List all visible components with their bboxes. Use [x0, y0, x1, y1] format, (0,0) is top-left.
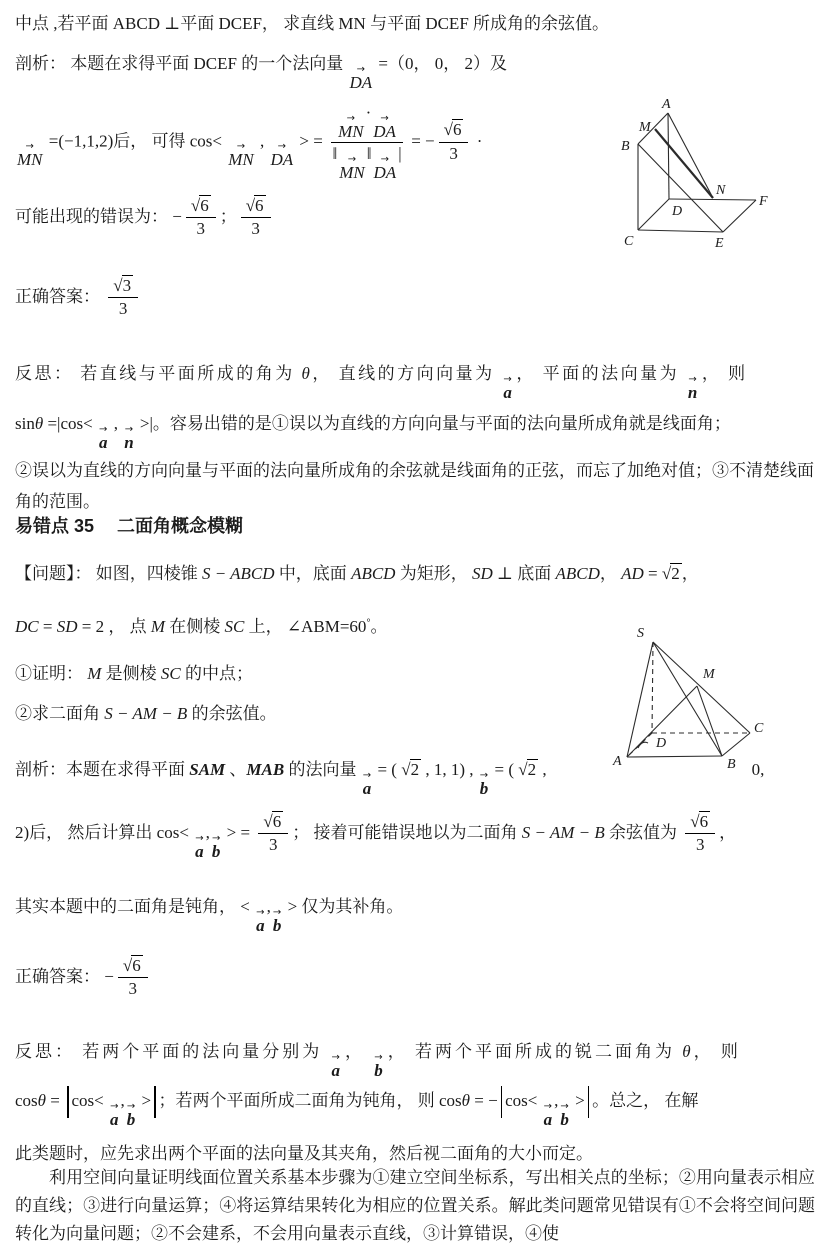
math-italic: S − ABCD — [202, 564, 275, 583]
vector-base: b — [211, 841, 221, 861]
figure-solid-abcd-dcef — [612, 92, 780, 260]
fraction-denominator — [129, 978, 138, 999]
figure-pyramid-s-abcd — [608, 622, 803, 772]
fraction — [258, 812, 288, 856]
text-run: 中，底面 — [274, 564, 352, 583]
vector-b — [560, 1100, 569, 1129]
vector-a — [363, 772, 372, 798]
fraction-denominator — [251, 218, 260, 239]
radical-sign: √ — [661, 564, 671, 583]
text-run: 0, — [751, 760, 765, 779]
radical-sign: √ — [690, 812, 699, 831]
radical-sign: √ — [518, 760, 527, 779]
vector-arrow-icon: → — [346, 113, 356, 124]
bold-italic-text: SAM — [189, 760, 226, 779]
text-run: > = — [295, 131, 328, 151]
math-italic: M — [150, 617, 166, 636]
text-run: 的法向量 — [284, 760, 361, 779]
vector-arrow-icon: → — [347, 153, 357, 165]
radicand: 2 — [671, 564, 680, 583]
fraction — [186, 196, 216, 240]
vertex-label-c: C — [624, 234, 634, 249]
radical-sign: √ — [263, 812, 272, 831]
vector-a — [332, 1054, 344, 1080]
text-run: ， 则 — [701, 364, 748, 383]
vector-base: a — [110, 1109, 119, 1129]
math-italic: AD — [621, 564, 644, 583]
text-run: | — [398, 143, 402, 163]
fraction-denominator — [269, 834, 278, 855]
paragraph-part2 — [15, 700, 575, 727]
text-run: 余弦值为 — [604, 822, 682, 842]
text-run: ， 若两个平面所成的锐二面角为 — [387, 1042, 683, 1061]
text-run: cos — [15, 1090, 38, 1110]
text-run: > — [137, 1090, 152, 1110]
vector-a — [110, 1100, 119, 1129]
math-italic: ABCD — [351, 564, 396, 583]
text-run: 剖析： 本题在求得平面 DCEF 的一个法向量 — [15, 54, 348, 73]
text-run: ； — [219, 206, 237, 226]
radicand: 6 — [200, 196, 209, 215]
text-run: ； 接着可能错误地以为二面角 — [292, 822, 522, 842]
vertex-label-e: E — [715, 236, 724, 251]
text-run: , — [109, 414, 123, 433]
radical-sign: √ — [401, 760, 410, 779]
text-run: 【问题】： 如图，四棱锥 — [15, 564, 202, 583]
square-root — [263, 811, 283, 831]
vector-mn — [228, 143, 254, 169]
radicand: 3 — [122, 276, 132, 295]
vertex-label-s: S — [637, 626, 644, 641]
square-root — [518, 759, 538, 779]
math-italic: ABCD — [555, 564, 600, 583]
heading-error-point-35 — [15, 512, 815, 541]
paragraph-reflection1-c — [15, 456, 815, 517]
text-run: > = — [222, 822, 255, 842]
vector-arrow-icon: → — [380, 153, 390, 165]
math-italic: M — [87, 664, 102, 683]
radicand: 6 — [452, 120, 462, 140]
text-run: >|。容易出错的是①误以为直线的方向向量与平面的法向量所成角就是线面角； — [135, 414, 731, 433]
vertex-label-c: C — [754, 721, 764, 736]
fraction-denominator — [332, 143, 401, 182]
vector-arrow-icon: → — [236, 141, 246, 153]
text-run: 3 — [695, 835, 705, 855]
vector-b — [480, 772, 489, 798]
vector-arrow-icon: → — [560, 1100, 569, 1112]
vector-base: b — [126, 1109, 136, 1129]
vector-base: MN — [17, 150, 43, 170]
vector-da — [373, 115, 396, 141]
vector-base: a — [256, 916, 265, 935]
vector-n — [124, 426, 133, 452]
vector-arrow-icon: → — [124, 424, 134, 435]
vertex-label-f: F — [759, 194, 768, 209]
paragraph-question-b — [15, 613, 575, 640]
vertex-label-n: N — [716, 183, 726, 198]
vector-base: n — [687, 383, 700, 402]
text-run: = — [46, 1090, 65, 1110]
square-root — [191, 195, 211, 215]
square-root — [444, 119, 464, 139]
text-run: · — [365, 103, 372, 122]
vertex-label-a: A — [662, 97, 671, 112]
vector-b — [374, 1054, 386, 1080]
text-run: , — [554, 1090, 559, 1110]
vector-arrow-icon: → — [374, 1052, 386, 1063]
abs-bar — [154, 1086, 155, 1118]
math-italic: SD — [56, 617, 78, 636]
text-run: 2)后， 然后计算出 cos< — [15, 822, 194, 842]
fraction — [108, 276, 138, 320]
vertex-label-m: M — [703, 667, 715, 682]
text-run: ⊥ 底面 — [492, 564, 556, 583]
radical-sign: √ — [190, 196, 200, 215]
text-run: = ( — [490, 760, 519, 779]
text-run: 正确答案： − — [15, 966, 114, 986]
vector-b — [211, 832, 221, 861]
vertex-label-b: B — [621, 139, 630, 154]
vector-base: a — [98, 433, 108, 452]
vector-arrow-icon: → — [211, 832, 221, 844]
math-italic: θ — [461, 1090, 471, 1110]
text-run: 其实本题中的二面角是钝角， < — [15, 897, 255, 916]
fraction — [241, 196, 271, 240]
text-run: 为矩形， — [395, 564, 472, 583]
paragraph-correct-answer-2 — [15, 956, 435, 1000]
vector-base: MN — [228, 150, 254, 170]
vector-base: DA — [373, 122, 396, 141]
paragraph-analysis-1 — [15, 50, 815, 92]
figure1-labels — [621, 97, 768, 251]
paragraph-reflection1-a — [15, 360, 815, 402]
text-run: = − — [406, 131, 435, 151]
text-run: 是侧棱 — [101, 664, 161, 683]
vector-mn — [17, 143, 43, 169]
text-run: , 1, 1) , — [421, 760, 478, 779]
paragraph-correct-answer-1 — [15, 276, 435, 320]
text-run: 3 — [269, 835, 278, 855]
math-italic: θ — [34, 414, 44, 433]
fraction-numerator — [186, 196, 216, 218]
vector-base: DA — [373, 162, 397, 182]
text-run: ， — [599, 564, 622, 583]
radical-sign: √ — [113, 276, 122, 295]
math-italic: θ — [37, 1090, 47, 1110]
vertex-label-d: D — [656, 736, 667, 751]
radicand: 6 — [272, 812, 282, 831]
text-run: 3 — [196, 219, 206, 239]
text-run: , — [538, 760, 547, 779]
vector-arrow-icon: → — [479, 770, 489, 781]
vector-base: a — [543, 1109, 553, 1129]
vector-b — [273, 909, 282, 935]
text-run: cos< — [505, 1090, 542, 1110]
text-run: = ( — [373, 760, 402, 779]
vector-base: b — [560, 1109, 569, 1129]
text-run: 的中点； — [180, 664, 254, 683]
vector-arrow-icon: → — [331, 1052, 343, 1063]
square-root — [662, 563, 682, 583]
paragraph-obtuse-note — [15, 893, 615, 935]
vector-da — [373, 153, 397, 182]
fraction — [685, 812, 715, 856]
text-run: 、 — [225, 760, 247, 779]
vector-arrow-icon: → — [362, 770, 372, 781]
text-run: ‖ — [366, 143, 372, 163]
superscript: ° — [366, 617, 371, 629]
vector-arrow-icon: → — [272, 907, 282, 918]
text-run: ， 平面的法向量为 — [516, 364, 686, 383]
text-run: = 2 ， 点 — [77, 617, 151, 636]
math-italic: SC — [224, 617, 245, 636]
vector-arrow-icon: → — [99, 424, 108, 435]
vertex-label-m: M — [639, 120, 651, 135]
vector-arrow-icon: → — [503, 374, 515, 385]
text-run: sin — [15, 414, 35, 433]
math-italic: SD — [471, 564, 493, 583]
vertex-label-d: D — [672, 204, 683, 219]
vector-base: a — [331, 1061, 343, 1080]
radical-sign: √ — [122, 956, 132, 975]
text-run: cos< — [71, 1090, 109, 1110]
text-run: 的余弦值。 — [187, 704, 277, 723]
paragraph-problem-statement — [15, 10, 815, 37]
vector-base: n — [124, 433, 134, 452]
fraction-numerator — [685, 812, 715, 834]
vector-n — [688, 376, 700, 402]
fraction-numerator — [108, 276, 138, 298]
text-run: , — [120, 1090, 125, 1110]
text-run: ；若两个平面所成二面角为钝角， 则 cos — [158, 1090, 462, 1110]
text-run: , — [205, 822, 210, 842]
radicand: 6 — [132, 956, 141, 975]
fraction-numerator — [439, 120, 469, 142]
paragraph-summary — [15, 1164, 815, 1245]
vector-a — [503, 376, 514, 402]
segment-mn — [655, 129, 713, 198]
text-run: 反思： 若两个平面的法向量分别为 — [15, 1042, 330, 1061]
vertex-label-a: A — [613, 754, 622, 769]
vector-base: DA — [349, 73, 373, 92]
paragraph-reflection2-a — [15, 1038, 815, 1080]
text-run: 3 — [128, 979, 138, 999]
text-run: = — [643, 564, 662, 583]
text-run: 正确答案： — [15, 286, 105, 306]
fraction-numerator — [258, 812, 288, 834]
text-run: ， — [719, 822, 737, 842]
vector-base: DA — [270, 150, 294, 170]
math-italic: S − AM − B — [104, 704, 188, 723]
vertex-label-b: B — [727, 757, 736, 772]
vector-base: MN — [339, 162, 365, 182]
radicand: 2 — [410, 760, 420, 779]
text-run: =（0， 0， 2）及 — [374, 54, 507, 73]
vector-b — [126, 1100, 136, 1129]
vector-a — [99, 426, 108, 452]
radical-sign: √ — [443, 120, 452, 140]
angle-mark-at-d — [638, 742, 648, 748]
math-italic: θ — [301, 364, 313, 383]
text-run: ， — [681, 564, 699, 583]
text-run: 剖析：本题在求得平面 — [15, 760, 190, 779]
text-run: 中点 ,若平面 ABCD ⊥平面 DCEF， 求直线 MN 与平面 DCEF 所成角的余弦值。 — [15, 14, 610, 33]
text-run: = − — [470, 1090, 498, 1110]
radicand: 6 — [255, 196, 264, 215]
vector-arrow-icon: → — [256, 907, 265, 918]
text-run: 。 — [370, 617, 388, 636]
vector-arrow-icon: → — [195, 832, 204, 844]
vector-base: a — [362, 779, 372, 798]
paragraph-part1 — [15, 660, 575, 687]
fraction-denominator — [197, 218, 206, 239]
text-run: ②误以为直线的方向向量与平面的法向量所成角的余弦就是线面角的正弦，而忘了加绝对值；③不清楚线面角的范围。 — [15, 461, 814, 511]
vector-a — [256, 909, 265, 935]
vector-a — [543, 1100, 553, 1129]
vector-da — [271, 143, 294, 169]
vector-arrow-icon: → — [688, 374, 700, 385]
square-root — [401, 759, 421, 779]
vector-base: a — [195, 841, 204, 861]
abs-bar — [501, 1086, 502, 1118]
text-run: , — [255, 131, 269, 151]
text-run: 3 — [251, 219, 260, 239]
bold-italic-text: MAB — [246, 760, 285, 779]
vector-base: b — [272, 916, 282, 935]
vector-mn — [339, 153, 365, 182]
vector-base: b — [479, 779, 489, 798]
vector-arrow-icon: → — [380, 113, 389, 124]
vector-mn — [338, 115, 364, 141]
paragraph-reflection1-b — [15, 410, 815, 452]
text-run: 。总之， 在解 — [592, 1090, 699, 1110]
text-run: ②求二面角 — [15, 704, 105, 723]
fraction-numerator — [118, 956, 148, 978]
square-root — [123, 955, 143, 975]
text-run: > 仅为其补角。 — [283, 897, 404, 916]
radicand: 6 — [699, 812, 709, 831]
abs-bar — [588, 1086, 589, 1118]
text-run: 可能出现的错误为： − — [15, 206, 182, 226]
square-root — [113, 275, 133, 295]
fraction-denominator — [119, 298, 128, 319]
fraction — [118, 956, 148, 1000]
text-run: =|cos< — [43, 414, 97, 433]
text-run: ‖ — [332, 143, 338, 163]
vector-arrow-icon: → — [356, 64, 365, 75]
text-run: 利用空间向量证明线面位置关系基本步骤为①建立空间坐标系，写出相关点的坐标；②用向量表示相应的直线；③进行向量运算；④将运算结果转化为相应的位置关系。解此类问题常见错误有①不会将空间问题转化为向量问题；②不会建系，不会用向量表示直线，③计算错误，④使 — [15, 1168, 815, 1244]
vector-arrow-icon: → — [126, 1100, 136, 1112]
vector-da — [349, 66, 372, 92]
text-run: ， 直线的方向向量为 — [312, 364, 502, 383]
text-run: ， — [345, 1042, 373, 1061]
fraction — [331, 103, 403, 182]
vector-base: MN — [338, 122, 364, 141]
paragraph-possible-errors — [15, 196, 435, 240]
text-run: = — [38, 617, 57, 636]
text-run: 在侧棱 — [165, 617, 225, 636]
paragraph-cos-ab — [15, 812, 815, 861]
text-run: · — [472, 131, 483, 151]
math-italic: SC — [160, 664, 181, 683]
math-italic: S − AM − B — [521, 822, 605, 842]
vector-base: b — [374, 1061, 386, 1080]
paragraph-mn-formula — [15, 103, 615, 182]
fraction — [439, 120, 469, 164]
square-root — [690, 811, 710, 831]
text-run: > — [570, 1090, 585, 1110]
text-run: 3 — [449, 143, 458, 163]
text-run: ， 则 — [693, 1042, 741, 1061]
vector-arrow-icon: → — [25, 141, 34, 153]
vector-arrow-icon: → — [277, 141, 287, 153]
math-italic: DC — [15, 617, 39, 636]
fraction-denominator — [449, 143, 458, 164]
text-run: 反思： 若直线与平面所成的角为 — [15, 364, 302, 383]
vector-a — [195, 832, 204, 861]
text-run: 此类题时，应先求出两个平面的法向量及其夹角，然后视二面角的大小而定。 — [15, 1144, 593, 1163]
text-run: =(−1,1,2)后， 可得 cos< — [44, 131, 227, 151]
radicand: 2 — [527, 760, 537, 779]
vector-arrow-icon: → — [543, 1100, 553, 1112]
radical-sign: √ — [245, 196, 255, 215]
vector-base: a — [503, 383, 515, 402]
text-run: 3 — [118, 299, 128, 319]
text-run: , — [266, 897, 271, 916]
square-root — [246, 195, 266, 215]
fraction-numerator — [241, 196, 271, 218]
vector-arrow-icon: → — [110, 1100, 119, 1112]
paragraph-question-a — [15, 560, 815, 587]
paragraph-reflection2-b — [15, 1086, 815, 1129]
abs-bar — [67, 1086, 68, 1118]
bold-text: 易错点 35 二面角概念模糊 — [15, 516, 244, 536]
fraction-denominator — [696, 834, 705, 855]
text-run: ①证明： — [15, 664, 88, 683]
text-run: 上， ∠ABM=60 — [244, 617, 367, 636]
math-italic: θ — [682, 1042, 694, 1061]
fraction-numerator — [331, 103, 403, 143]
